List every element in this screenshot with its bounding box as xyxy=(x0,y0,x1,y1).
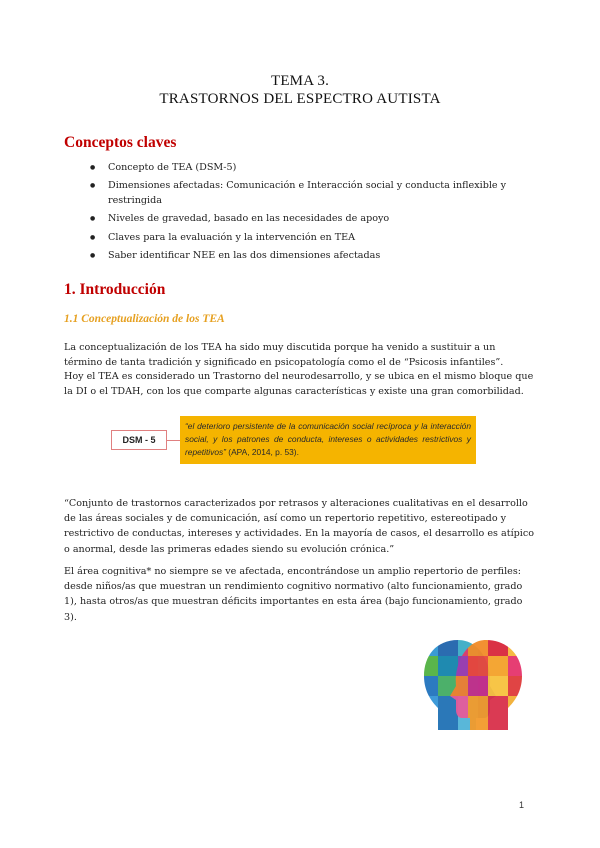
title-line-2: TRASTORNOS DEL ESPECTRO AUTISTA xyxy=(159,91,441,107)
title-line-1: TEMA 3. xyxy=(270,73,330,89)
paragraph-1: La conceptualización de los TEA ha sido muy discutida porque ha venido a sustituir a un término de tanta tradición y significado en psicopatología como el de “Psicosis infantiles”. xyxy=(64,342,504,369)
conceptos-list xyxy=(90,160,520,266)
subsection-heading: 1.1 Conceptualización de los TEA xyxy=(64,313,225,325)
list-item: ● Niveles de gravedad, basado en las necesidades de apoyo xyxy=(90,211,520,226)
conceptos-heading: Conceptos claves xyxy=(64,134,177,151)
list-item: ● Dimensiones afectadas: Comunicación e Interacción social y conducta inflexible y restringida xyxy=(90,178,520,208)
connector-line xyxy=(167,440,180,441)
section-heading: 1. Introducción xyxy=(64,281,166,298)
list-item: ● Claves para la evaluación y la intervención en TEA xyxy=(90,230,520,245)
dsm-quote-box xyxy=(180,416,476,464)
document-title xyxy=(0,72,600,108)
dsm-quote-text: “el deterioro persistente de la comunicación social recíproca y la interacción social, y los patrones de conducta, intereses o actividades restrictivos y repetitivos” xyxy=(185,421,471,457)
list-item: ● Concepto de TEA (DSM-5) xyxy=(90,160,520,175)
dsm-citation: (APA, 2014, p. 53). xyxy=(225,447,299,457)
page-number: 1 xyxy=(519,800,525,810)
dsm-label-box: DSM - 5 xyxy=(111,430,167,450)
puzzle-heads-illustration xyxy=(418,636,528,732)
paragraph-4: El área cognitiva* no siempre se ve afectada, encontrándose un amplio repertorio de perfiles: desde niños/as que muestran un rendimiento cognitivo normativo (alto funcionamiento, grado 1), hasta otros/as que muestran déficits importantes en esta área (bajo funcionamiento, grado 3). xyxy=(64,566,523,623)
paragraph-2: Hoy el TEA es considerado un Trastorno del neurodesarrollo, y se ubica en el mismo bloque que la DI o el TDAH, con los que comparte algunas características y existe una gran comorbilidad. xyxy=(64,371,534,398)
list-item: ● Saber identificar NEE en las dos dimensiones afectadas xyxy=(90,248,520,263)
paragraph-3: “Conjunto de trastornos caracterizados por retrasos y alteraciones cualitativas en el desarrollo de las áreas sociales y de comunicación, así como un repertorio repetitivo, estereotipado y restrictivo de conductas, intereses y actividades. En la mayoría de casos, el desarrollo es atípico o anormal, desde las primeras edades siendo su evolución crónica.” xyxy=(64,498,535,555)
